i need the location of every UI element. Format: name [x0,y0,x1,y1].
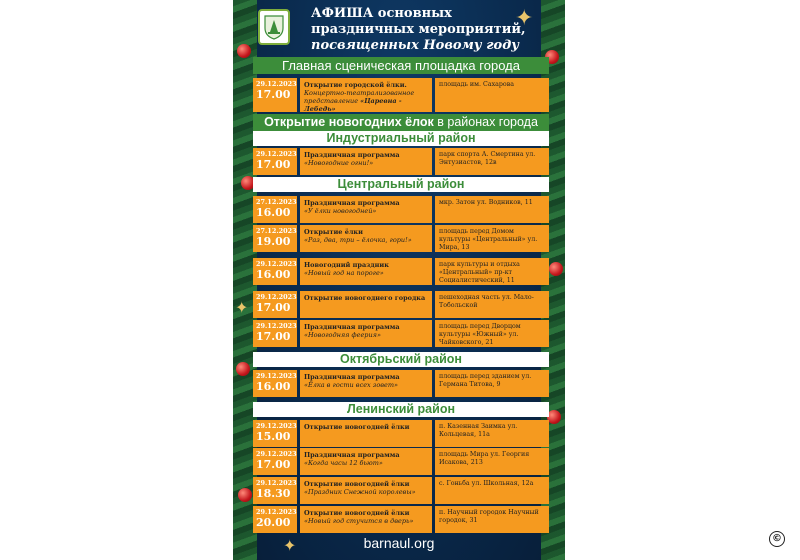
event-row [253,420,549,447]
coat-of-arms-icon [263,14,285,40]
ornament-icon [237,44,251,58]
event-name: Новогодний праздник [304,261,389,269]
place-cell: парк культуры и отдыха «Центральный» пр-кт Социалистический, 11 [435,258,549,285]
event-time: 20.00 [256,516,291,529]
event-date: 29.12.2023 [256,450,297,458]
place-cell: площадь перед Дворцом культуры «Южный» ул. Чайковского, 21 [435,320,549,347]
place-cell: с. Гоньба ул. Школьная, 12а [435,477,549,504]
place-cell: площадь им. Сахарова [435,78,549,112]
event-row [253,291,549,318]
event-date: 29.12.2023 [256,150,297,158]
ornament-icon [549,262,563,276]
place-cell: площадь перед Домом культуры «Центральный» ул. Мира, 13 [435,225,549,252]
date-cell [253,420,297,447]
event-time: 17.00 [256,158,291,171]
event-subtitle: «Ёлка в гости всех зовет» [304,381,399,389]
event-date: 29.12.2023 [256,372,297,380]
place-cell: площадь Мира ул. Георгия Исакова, 213 [435,448,549,475]
district-header: Центральный район [253,177,549,192]
event-name: Праздничная программа [304,151,400,159]
event-row [253,148,549,175]
event-name: Праздничная программа [304,199,400,207]
event-row [253,370,549,397]
event-cell [300,225,432,252]
event-name: Праздничная программа [304,451,400,459]
event-name: Открытие новогоднего городка [304,294,426,302]
event-time: 16.00 [256,380,291,393]
event-date: 29.12.2023 [256,80,297,88]
event-row [253,258,549,285]
date-cell [253,196,297,223]
event-time: 15.00 [256,430,291,443]
event-subtitle: «Раз, два, три – ёлочка, гори!» [304,236,412,244]
date-cell [253,477,297,504]
date-cell [253,320,297,347]
event-time: 17.00 [256,458,291,471]
main-stage-header: Главная сценическая площадка города [253,57,549,74]
districts-header [253,114,549,131]
title-line-2: праздничных мероприятий, [311,22,526,37]
event-time: 17.00 [256,330,291,343]
event-row [253,477,549,504]
poster-title [311,6,541,54]
event-date: 29.12.2023 [256,293,297,301]
event-cell [300,78,432,112]
event-date: 29.12.2023 [256,508,297,516]
title-line-3: посвященных Новому году [311,38,520,53]
event-time: 18.30 [256,487,291,500]
star-icon: ✦ [235,298,249,317]
districts-header-bold: Открытие новогодних ёлок [264,115,434,129]
event-cell [300,448,432,475]
title-line-1: АФИША основных [311,6,452,21]
event-name: Праздничная программа [304,323,400,331]
event-date: 29.12.2023 [256,260,297,268]
place-cell: мкр. Затон ул. Водников, 11 [435,196,549,223]
event-name: Открытие городской ёлки. [304,81,407,89]
date-cell [253,78,297,112]
event-subtitle: «Когда часы 12 бьют» [304,459,383,467]
event-date: 27.12.2023 [256,227,297,235]
event-row [253,506,549,533]
date-cell [253,258,297,285]
site-footer: barnaul.org [363,535,435,551]
event-subtitle-bold: «Царевна - Лебедь» [304,97,402,112]
event-subtitle: Концертно-театрализованное представление [304,89,415,105]
ornament-icon [236,362,250,376]
event-cell [300,506,432,533]
event-time: 17.00 [256,88,291,101]
event-cell [300,320,432,347]
event-cell [300,291,432,318]
place-cell: парк спорта А. Смертина ул. Энтузиастов, 12в [435,148,549,175]
districts-header-rest: в районах города [433,115,538,129]
event-cell [300,148,432,175]
date-cell [253,148,297,175]
district-header: Индустриальный район [253,131,549,146]
place-cell: п. Казенная Заимка ул. Кольцевая, 11а [435,420,549,447]
event-time: 16.00 [256,206,291,219]
event-time: 19.00 [256,235,291,248]
event-row [253,225,549,252]
ornament-icon [547,410,561,424]
date-cell [253,291,297,318]
date-cell [253,506,297,533]
main-stage-row [253,78,549,112]
event-name: Открытие ёлки [304,228,363,236]
event-name: Открытие новогодней ёлки [304,480,410,488]
event-row [253,320,549,347]
barnaul-logo [258,9,290,45]
event-cell [300,420,432,447]
event-name: Праздничная программа [304,373,400,381]
event-subtitle: «Новогодние огни!» [304,159,374,167]
event-date: 27.12.2023 [256,198,297,206]
event-name: Открытие новогодней ёлки [304,423,410,431]
event-subtitle: «У ёлки новогодней» [304,207,377,215]
copyright-icon: © [769,531,785,547]
ornament-icon [238,488,252,502]
star-icon: ✦ [283,536,297,555]
event-subtitle: «Новогодняя феерия» [304,331,381,339]
event-date: 29.12.2023 [256,479,297,487]
date-cell [253,448,297,475]
date-cell [253,225,297,252]
event-time: 17.00 [256,301,291,314]
event-date: 29.12.2023 [256,322,297,330]
event-row [253,196,549,223]
district-header: Октябрьский район [253,352,549,367]
district-header: Ленинский район [253,402,549,417]
event-subtitle: «Новый год на пороге» [304,269,384,277]
event-date: 29.12.2023 [256,422,297,430]
place-cell: пешеходная часть ул. Мало-Тобольской [435,291,549,318]
event-subtitle: «Праздник Снежной королевы» [304,488,416,496]
event-cell [300,477,432,504]
event-cell [300,370,432,397]
place-cell: п. Научный городок Научный городок, 31 [435,506,549,533]
event-poster [233,0,565,560]
event-cell [300,258,432,285]
event-time: 16.00 [256,268,291,281]
event-cell [300,196,432,223]
place-cell: площадь перед зданием ул. Германа Титова, 9 [435,370,549,397]
event-name: Открытие новогодней ёлки [304,509,410,517]
star-icon: ✦ [515,6,534,31]
event-subtitle: «Новый год стучится в дверь» [304,517,414,525]
date-cell [253,370,297,397]
event-row [253,448,549,475]
